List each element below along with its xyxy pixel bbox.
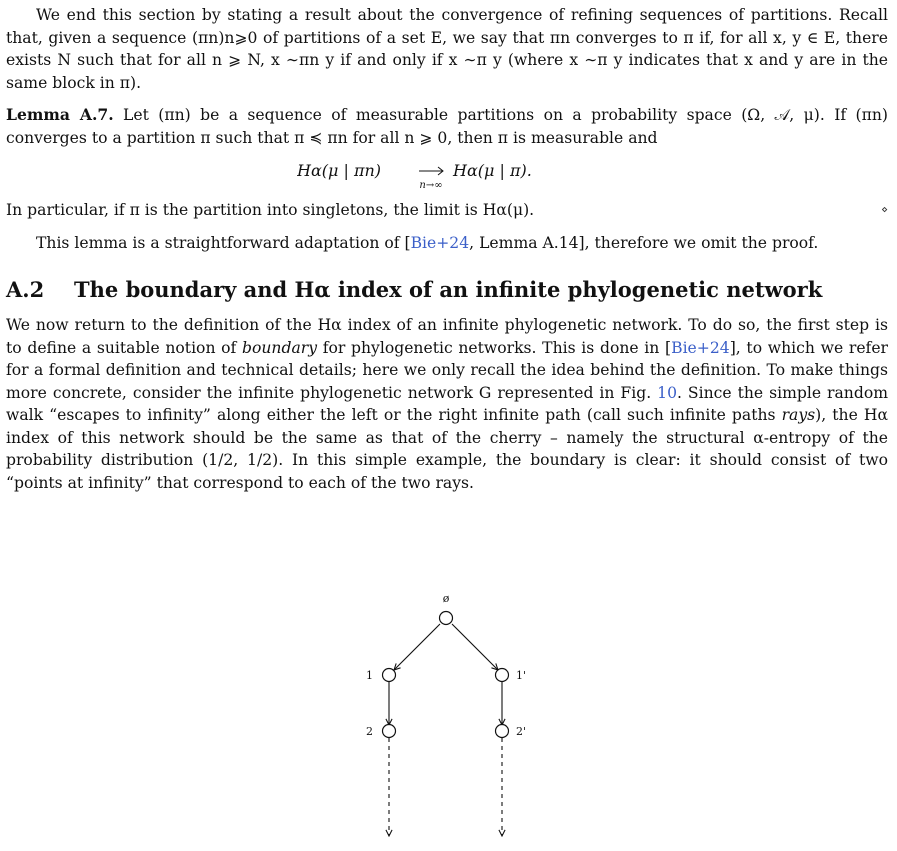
edge-root-1prime: [452, 624, 498, 670]
node-1prime: [496, 669, 509, 682]
node-1: [383, 669, 396, 682]
omit-proof-text: This lemma is a straightforward adaptation of [: [36, 233, 411, 252]
section-number: A.2: [6, 277, 45, 302]
node-2prime: [496, 725, 509, 738]
label-root: ø: [442, 592, 450, 605]
citation-link[interactable]: Bie+24: [410, 233, 470, 252]
boundary-text-1: We now return to the definition of the Hα index of an infinite phylogenetic network. To do so, the first step is to define a suitable notion of: [6, 316, 888, 357]
figure-network: [0, 586, 897, 844]
figure-ref-link[interactable]: 10: [657, 383, 677, 402]
node-2: [383, 725, 396, 738]
end-of-statement-mark: ⋄: [881, 203, 888, 216]
omit-proof-text-end: , Lemma A.14], therefore we omit the proof.: [469, 233, 819, 252]
lemma-statement: Let (πn) be a sequence of measurable partitions on a probability space (Ω, 𝒜, μ). If (πn) converges to a partition π such that π ≼ πn for all n ⩾ 0, then π is measurable and: [6, 106, 888, 147]
boundary-text-2: for phylogenetic networks. This is done in [: [317, 338, 672, 357]
edge-root-1: [394, 624, 440, 670]
paragraph-omit-proof: [6, 232, 888, 255]
node-root: [440, 612, 453, 625]
boundary-emph: boundary: [242, 338, 318, 357]
display-equation: [6, 159, 888, 191]
lemma-a7: [6, 104, 888, 149]
paragraph-convergence: We end this section by stating a result about the convergence of refining sequences of partitions. Recall that, given a sequence (πn)n⩾0 of partitions of a set E, we say that πn converges to π if, for all x, y ∈ E, there exists N such that for all n ⩾ N, x ∼πn y if and only if x ∼π y (where x ∼π y indicates that x and y are in the same block in π).: [6, 6, 888, 92]
label-2: 2: [366, 725, 373, 738]
label-2prime: 2': [516, 725, 527, 738]
boundary-text-5: ), the Hα index of this network should be the same as that of the cherry – namely the structural α-entropy of the probability distribution (1/2, 1/2). In this simple example, the boundary is clear: it should consist of two “points at infinity” that correspond to each of the two rays.: [6, 406, 888, 492]
lemma-tail: [6, 199, 888, 222]
paper-page: [6, 4, 888, 494]
equation-limit-label: n→∞: [419, 180, 443, 191]
lemma-label: Lemma A.7.: [6, 105, 114, 124]
section-heading: [6, 276, 888, 304]
equation-left: Hα(μ | πn): [297, 161, 382, 180]
citation-link[interactable]: Bie+24: [671, 338, 730, 357]
boundary-text-3: ], to which we refer for a formal definition and technical details; here we only recall the idea behind the definition. To make things more concrete, consider the infinite phylogenetic network G represented in Fig.: [6, 338, 889, 402]
label-1: 1: [366, 669, 373, 682]
paragraph-boundary: [6, 314, 888, 494]
rays-emph: rays: [781, 406, 816, 424]
label-1prime: 1': [516, 669, 527, 682]
network-diagram: [0, 586, 897, 844]
boundary-text-4: . Since the simple random walk “escapes to infinity” along either the left or the right infinite path (call such infinite paths: [6, 383, 889, 424]
equation-right: Hα(μ | π).: [453, 161, 532, 180]
lemma-particular: In particular, if π is the partition into singletons, the limit is Hα(μ).: [6, 201, 535, 219]
section-title: The boundary and Hα index of an infinite phylogenetic network: [74, 277, 823, 302]
